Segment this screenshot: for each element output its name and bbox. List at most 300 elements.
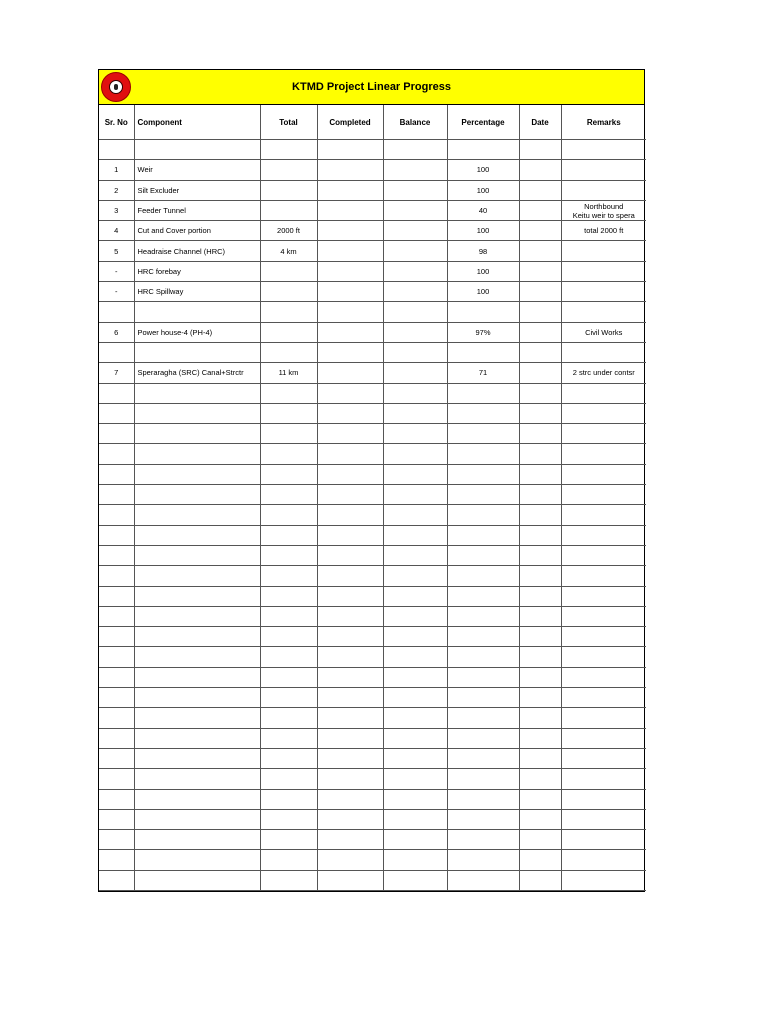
cell-remarks: 2 strc under contsr (561, 363, 646, 383)
cell-sr-no (99, 688, 134, 708)
table-row (99, 850, 646, 870)
cell-percentage (447, 728, 519, 748)
cell-percentage: 100 (447, 160, 519, 180)
cell-balance (383, 180, 447, 200)
table-row (99, 322, 646, 342)
table-row (99, 728, 646, 748)
cell-completed (317, 444, 383, 464)
cell-component (134, 809, 260, 829)
cell-total (260, 688, 317, 708)
cell-sr-no (99, 708, 134, 728)
cell-completed (317, 647, 383, 667)
cell-sr-no (99, 647, 134, 667)
cell-completed (317, 566, 383, 586)
cell-balance (383, 403, 447, 423)
header-row (99, 105, 646, 140)
cell-completed (317, 302, 383, 322)
table-row (99, 708, 646, 728)
cell-remarks (561, 566, 646, 586)
cell-date (519, 444, 561, 464)
cell-percentage (447, 302, 519, 322)
cell-component (134, 403, 260, 423)
cell-balance (383, 688, 447, 708)
cell-date (519, 363, 561, 383)
cell-balance (383, 464, 447, 484)
cell-date (519, 586, 561, 606)
cell-remarks (561, 688, 646, 708)
cell-date (519, 261, 561, 281)
table-row (99, 627, 646, 647)
cell-completed (317, 342, 383, 362)
cell-balance (383, 870, 447, 890)
cell-balance (383, 282, 447, 302)
cell-remarks (561, 403, 646, 423)
cell-completed (317, 383, 383, 403)
cell-total (260, 525, 317, 545)
cell-percentage: 100 (447, 180, 519, 200)
cell-component: Headraise Channel (HRC) (134, 241, 260, 261)
cell-total (260, 708, 317, 728)
cell-component (134, 140, 260, 160)
cell-date (519, 606, 561, 626)
cell-component (134, 424, 260, 444)
cell-component (134, 342, 260, 362)
cell-remarks (561, 850, 646, 870)
table-row (99, 809, 646, 829)
cell-balance (383, 667, 447, 687)
cell-sr-no: 7 (99, 363, 134, 383)
cell-completed (317, 505, 383, 525)
cell-total: 4 km (260, 241, 317, 261)
cell-date (519, 830, 561, 850)
cell-component: Weir (134, 160, 260, 180)
cell-remarks (561, 606, 646, 626)
cell-total (260, 545, 317, 565)
cell-date (519, 200, 561, 220)
table-row (99, 748, 646, 768)
cell-total (260, 566, 317, 586)
cell-total (260, 830, 317, 850)
cell-percentage (447, 505, 519, 525)
cell-component (134, 302, 260, 322)
cell-sr-no (99, 769, 134, 789)
cell-percentage (447, 140, 519, 160)
cell-date (519, 505, 561, 525)
cell-sr-no (99, 728, 134, 748)
cell-sr-no (99, 403, 134, 423)
cell-completed (317, 180, 383, 200)
table-row (99, 342, 646, 362)
table-row (99, 688, 646, 708)
cell-sr-no (99, 667, 134, 687)
cell-remarks (561, 383, 646, 403)
cell-total (260, 403, 317, 423)
cell-percentage (447, 708, 519, 728)
cell-percentage (447, 830, 519, 850)
cell-percentage (447, 647, 519, 667)
cell-remarks (561, 627, 646, 647)
cell-completed (317, 241, 383, 261)
cell-balance (383, 302, 447, 322)
cell-sr-no (99, 627, 134, 647)
cell-date (519, 647, 561, 667)
cell-date (519, 870, 561, 890)
table-row (99, 282, 646, 302)
cell-completed (317, 870, 383, 890)
cell-completed (317, 586, 383, 606)
cell-remarks (561, 870, 646, 890)
cell-percentage (447, 586, 519, 606)
table-row (99, 647, 646, 667)
cell-total (260, 282, 317, 302)
header-completed: Completed (317, 105, 383, 140)
cell-remarks (561, 769, 646, 789)
cell-component: HRC Spillway (134, 282, 260, 302)
cell-date (519, 688, 561, 708)
cell-percentage (447, 789, 519, 809)
cell-component (134, 870, 260, 890)
table-row (99, 769, 646, 789)
cell-percentage (447, 809, 519, 829)
cell-component (134, 667, 260, 687)
cell-sr-no: 5 (99, 241, 134, 261)
progress-sheet (98, 69, 645, 892)
cell-total (260, 485, 317, 505)
cell-completed (317, 403, 383, 423)
cell-sr-no (99, 748, 134, 768)
cell-total (260, 850, 317, 870)
cell-balance (383, 241, 447, 261)
cell-completed (317, 200, 383, 220)
cell-total (260, 748, 317, 768)
cell-balance (383, 444, 447, 464)
table-row (99, 261, 646, 281)
cell-total: 11 km (260, 363, 317, 383)
cell-balance (383, 363, 447, 383)
table-row (99, 241, 646, 261)
cell-balance (383, 342, 447, 362)
table-row (99, 606, 646, 626)
cell-sr-no (99, 606, 134, 626)
table-row (99, 525, 646, 545)
cell-date (519, 708, 561, 728)
cell-remarks-line: Northbound (584, 201, 624, 211)
cell-completed (317, 160, 383, 180)
cell-completed (317, 282, 383, 302)
cell-component (134, 444, 260, 464)
table-row (99, 586, 646, 606)
cell-balance (383, 383, 447, 403)
cell-component (134, 748, 260, 768)
cell-percentage (447, 403, 519, 423)
cell-completed (317, 850, 383, 870)
cell-completed (317, 769, 383, 789)
table-row (99, 200, 646, 220)
progress-table (99, 105, 646, 891)
cell-percentage: 98 (447, 241, 519, 261)
cell-remarks (561, 728, 646, 748)
cell-remarks (561, 545, 646, 565)
cell-date (519, 748, 561, 768)
table-row (99, 363, 646, 383)
cell-completed (317, 667, 383, 687)
cell-completed (317, 525, 383, 545)
cell-remarks (561, 200, 646, 220)
cell-remarks (561, 140, 646, 160)
cell-date (519, 221, 561, 241)
cell-total (260, 789, 317, 809)
cell-balance (383, 728, 447, 748)
cell-percentage (447, 525, 519, 545)
cell-component: HRC forebay (134, 261, 260, 281)
cell-remarks: Civil Works (561, 322, 646, 342)
cell-total (260, 383, 317, 403)
cell-balance (383, 627, 447, 647)
cell-component: Cut and Cover portion (134, 221, 260, 241)
cell-remarks (561, 160, 646, 180)
cell-date (519, 545, 561, 565)
cell-total (260, 870, 317, 890)
cell-balance (383, 809, 447, 829)
cell-completed (317, 221, 383, 241)
cell-date (519, 342, 561, 362)
cell-remarks (561, 424, 646, 444)
cell-sr-no (99, 850, 134, 870)
cell-component: Feeder Tunnel (134, 200, 260, 220)
cell-balance (383, 485, 447, 505)
cell-total (260, 464, 317, 484)
cell-component (134, 545, 260, 565)
organization-emblem-icon (101, 72, 131, 102)
cell-date (519, 667, 561, 687)
cell-completed (317, 322, 383, 342)
cell-component (134, 850, 260, 870)
cell-date (519, 180, 561, 200)
header-percentage: Percentage (447, 105, 519, 140)
cell-total (260, 647, 317, 667)
cell-percentage (447, 424, 519, 444)
header-total: Total (260, 105, 317, 140)
cell-date (519, 789, 561, 809)
cell-balance (383, 424, 447, 444)
cell-remarks (561, 809, 646, 829)
cell-percentage (447, 667, 519, 687)
cell-balance (383, 830, 447, 850)
cell-sr-no: 2 (99, 180, 134, 200)
cell-date (519, 464, 561, 484)
cell-completed (317, 748, 383, 768)
cell-sr-no (99, 505, 134, 525)
cell-percentage (447, 850, 519, 870)
cell-total: 2000 ft (260, 221, 317, 241)
cell-component (134, 464, 260, 484)
table-row (99, 383, 646, 403)
cell-percentage: 100 (447, 221, 519, 241)
cell-total (260, 769, 317, 789)
cell-completed (317, 545, 383, 565)
cell-component (134, 525, 260, 545)
cell-sr-no (99, 342, 134, 362)
cell-percentage: 40 (447, 200, 519, 220)
cell-component: Power house-4 (PH-4) (134, 322, 260, 342)
cell-remarks (561, 342, 646, 362)
cell-date (519, 525, 561, 545)
cell-sr-no (99, 140, 134, 160)
cell-percentage: 71 (447, 363, 519, 383)
cell-remarks-line: Keitu weir to spera (572, 210, 635, 220)
table-row (99, 870, 646, 890)
cell-sr-no (99, 870, 134, 890)
cell-balance (383, 160, 447, 180)
cell-percentage: 100 (447, 261, 519, 281)
table-row (99, 160, 646, 180)
cell-percentage (447, 444, 519, 464)
table-row (99, 221, 646, 241)
cell-balance (383, 606, 447, 626)
cell-component (134, 830, 260, 850)
cell-percentage (447, 748, 519, 768)
cell-component (134, 789, 260, 809)
header-date: Date (519, 105, 561, 140)
cell-remarks (561, 180, 646, 200)
cell-total (260, 322, 317, 342)
cell-percentage (447, 566, 519, 586)
cell-completed (317, 424, 383, 444)
cell-remarks (561, 282, 646, 302)
cell-total (260, 606, 317, 626)
cell-completed (317, 830, 383, 850)
cell-date (519, 322, 561, 342)
cell-date (519, 424, 561, 444)
cell-sr-no (99, 809, 134, 829)
cell-balance (383, 261, 447, 281)
cell-date (519, 160, 561, 180)
cell-component (134, 586, 260, 606)
cell-percentage (447, 485, 519, 505)
cell-sr-no: 1 (99, 160, 134, 180)
cell-component (134, 708, 260, 728)
cell-remarks (561, 647, 646, 667)
cell-date (519, 728, 561, 748)
cell-balance (383, 200, 447, 220)
cell-remarks (561, 789, 646, 809)
cell-sr-no (99, 485, 134, 505)
cell-balance (383, 708, 447, 728)
cell-date (519, 809, 561, 829)
table-row (99, 566, 646, 586)
cell-date (519, 485, 561, 505)
cell-component (134, 728, 260, 748)
cell-remarks (561, 708, 646, 728)
cell-balance (383, 789, 447, 809)
cell-percentage (447, 464, 519, 484)
cell-total (260, 424, 317, 444)
cell-total (260, 140, 317, 160)
cell-date (519, 282, 561, 302)
cell-sr-no (99, 830, 134, 850)
cell-percentage: 97% (447, 322, 519, 342)
cell-remarks (561, 505, 646, 525)
header-sr-no: Sr. No (99, 105, 134, 140)
cell-component (134, 606, 260, 626)
cell-date (519, 383, 561, 403)
cell-percentage (447, 688, 519, 708)
cell-date (519, 769, 561, 789)
table-row (99, 302, 646, 322)
cell-completed (317, 708, 383, 728)
table-row (99, 485, 646, 505)
cell-remarks: total 2000 ft (561, 221, 646, 241)
cell-balance (383, 566, 447, 586)
cell-completed (317, 485, 383, 505)
cell-remarks (561, 748, 646, 768)
cell-total (260, 444, 317, 464)
table-row (99, 789, 646, 809)
cell-completed (317, 606, 383, 626)
cell-completed (317, 627, 383, 647)
cell-balance (383, 647, 447, 667)
cell-date (519, 627, 561, 647)
cell-total (260, 302, 317, 322)
cell-remarks (561, 667, 646, 687)
cell-date (519, 302, 561, 322)
cell-sr-no (99, 545, 134, 565)
cell-date (519, 850, 561, 870)
cell-percentage: 100 (447, 282, 519, 302)
cell-percentage (447, 383, 519, 403)
cell-total (260, 627, 317, 647)
cell-remarks (561, 525, 646, 545)
cell-component: Silt Excluder (134, 180, 260, 200)
cell-balance (383, 140, 447, 160)
table-row (99, 140, 646, 160)
cell-balance (383, 525, 447, 545)
table-row (99, 180, 646, 200)
cell-component: Speraragha (SRC) Canal+Strctr (134, 363, 260, 383)
cell-sr-no (99, 789, 134, 809)
cell-completed (317, 140, 383, 160)
cell-total (260, 261, 317, 281)
cell-completed (317, 809, 383, 829)
cell-sr-no: 6 (99, 322, 134, 342)
cell-completed (317, 464, 383, 484)
cell-total (260, 180, 317, 200)
cell-total (260, 667, 317, 687)
cell-percentage (447, 545, 519, 565)
cell-sr-no (99, 586, 134, 606)
cell-completed (317, 789, 383, 809)
cell-remarks (561, 830, 646, 850)
sheet-title: KTMD Project Linear Progress (292, 81, 451, 93)
cell-remarks (561, 586, 646, 606)
cell-component (134, 383, 260, 403)
cell-component (134, 566, 260, 586)
cell-balance (383, 850, 447, 870)
cell-sr-no: - (99, 261, 134, 281)
table-row (99, 403, 646, 423)
cell-sr-no (99, 444, 134, 464)
cell-component (134, 769, 260, 789)
cell-percentage (447, 606, 519, 626)
cell-remarks (561, 444, 646, 464)
header-remarks: Remarks (561, 105, 646, 140)
cell-component (134, 485, 260, 505)
cell-sr-no (99, 424, 134, 444)
cell-component (134, 647, 260, 667)
cell-remarks (561, 302, 646, 322)
cell-balance (383, 769, 447, 789)
header-balance: Balance (383, 105, 447, 140)
